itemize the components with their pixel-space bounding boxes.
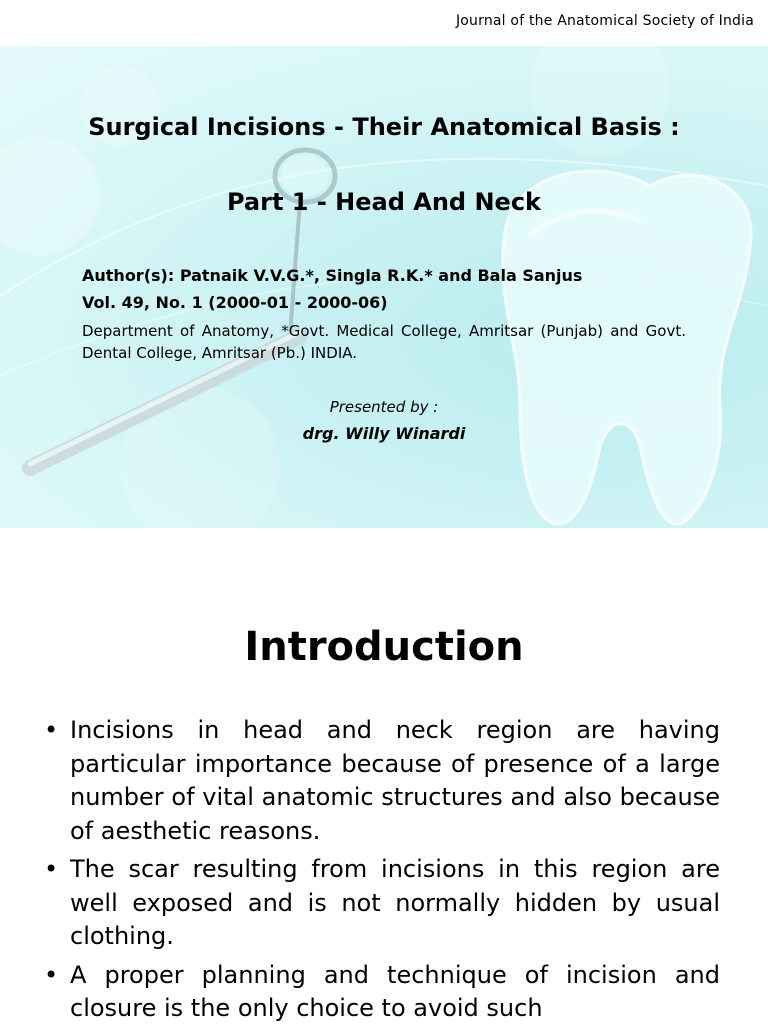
volume-line: Vol. 49, No. 1 (2000-01 - 2000-06) [82, 293, 388, 312]
department-line: Department of Anatomy, *Govt. Medical College, Amritsar (Punjab) and Govt. Dental College, Amritsar (Pb.) INDIA. [82, 322, 686, 362]
list-item [44, 853, 720, 954]
list-item [44, 714, 720, 848]
bullet-text: The scar resulting from incisions in this region are well exposed and is not normally hidden by usual clothing. [70, 855, 720, 950]
presentation-subtitle: Part 1 - Head And Neck [226, 188, 541, 216]
authors-line: Author(s): Patnaik V.V.G.*, Singla R.K.* and Bala Sanjus [82, 266, 583, 285]
introduction-heading: Introduction [244, 624, 524, 670]
title-slide [0, 46, 768, 528]
bullet-icon: • [44, 960, 59, 989]
introduction-bullet-list [44, 714, 720, 1031]
presenter-name: drg. Willy Winardi [302, 424, 466, 443]
journal-name: Journal of the Anatomical Society of India [455, 13, 754, 29]
bullet-text: Incisions in head and neck region are having particular importance because of presence of a large number of vital anatomic structures and also because of aesthetic reasons. [70, 716, 720, 845]
bullet-icon: • [44, 855, 59, 883]
presentation-title: Surgical Incisions - Their Anatomical Basis : [88, 113, 680, 141]
journal-header [0, 0, 768, 46]
presented-by-label: Presented by : [329, 398, 439, 416]
list-item [44, 959, 720, 1026]
bullet-text: A proper planning and technique of incision and closure is the only choice to avoid such [70, 960, 720, 1022]
introduction-slide [0, 528, 768, 1024]
bullet-icon: • [44, 716, 59, 744]
